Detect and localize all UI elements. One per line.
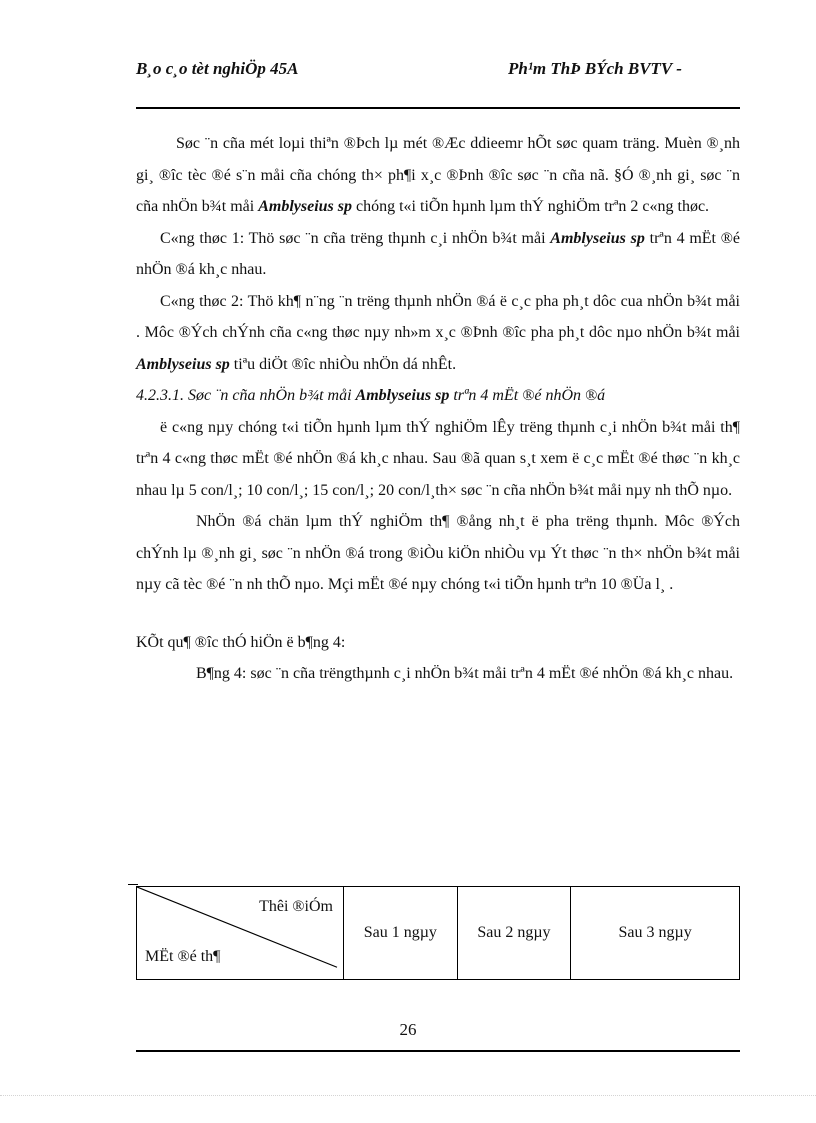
paragraph-5: NhÖn ®á chän lµm thÝ nghiÖm th¶ ®ång nh¸t ë pha trëng thµnh. Môc ®Ých chÝnh lµ ®¸nh gi¸ søc ¨n nhÖn ®á trong ®iÒu kiÖn nhiÒu vµ Ýt thøc ¨n th× nhÖn b¾t måi nµy cã tèc ®é ¨n nh thÕ nµo. Mçi mËt ®é nµy chóng t«i tiÕn hµnh trªn 10 ®Üa l¸ . [136,513,740,593]
page-edge-dotted-line [0,1095,816,1096]
header-right-author: Ph¹m ThÞ BÝch BVTV - [508,59,682,78]
species-name: Amblyseius sp [355,387,450,404]
species-name: Amblyseius sp [258,198,352,215]
paragraph-2: C«ng thøc 1: Thö søc ¨n cña trëng thµnh c¸i nhÖn b¾t måi Amblyseius sp trªn 4 mËt ®é nhÖn ®á kh¸c nhau. [136,229,741,278]
corner-label-density: MËt ®é th¶ [145,948,221,965]
body-text [136,128,740,690]
paragraph-4: ë c«ng nµy chóng t«i tiÕn hµnh lµm thÝ nghiÖm lÊy trëng thµnh c¸i nhÖn b¾t måi th¶ trªn 4 c«ng thøc mËt ®é nhÖn ®á kh¸c nhau. Sau ®ã quan s¸t xem ë c¸c mËt ®é thøc ¨n kh¸c nhau lµ 5 con/l¸; 10 con/l¸; 15 con/l¸; 20 con/l¸th× søc ¨n cña nhÖn b¾t måi nµy nh thÕ nµo. [136,418,740,499]
page-number: 26 [399,1020,417,1039]
species-name: Amblyseius sp [136,355,230,373]
paragraph-3: C«ng thøc 2: Thö kh¶ n¨ng ¨n trëng thµnh nhÖn ®á ë c¸c pha ph¸t dôc cua nhÖn b¾t måi . Môc ®Ých chÝnh cña c«ng thøc nµy nh»m x¸c ®Þnh ®îc pha ph¸t dôc nµo nhÖn b¾t måi Amblyseius sp tiªu diÖt ®îc nhiÒu nhÖn dá nhÊt. [136,292,740,373]
footer-rule [136,1050,740,1052]
paragraph-6: KÕt qu¶ ®îc thÓ hiÖn ë b¶ng 4: [136,633,346,651]
table-header-row [137,887,740,980]
table-col-day3: Sau 3 ngµy [571,887,740,980]
table-col-day1: Sau 1 ngµy [344,887,458,980]
header-left-title: B¸o c¸o tèt nghiÖp 45A [136,59,299,78]
data-table [136,886,740,980]
section-subheading: 4.2.3.1. Søc ¨n cña nhÖn b¾t måi Amblyseius sp trªn 4 mËt ®é nhÖn ®á [136,387,606,404]
table-stub-line [128,884,138,885]
header-rule [136,107,740,109]
species-name: Amblyseius sp [550,229,645,247]
table-caption: B¶ng 4: søc ¨n cña trëngthµnh c¸i nhÖn b¾t måi trªn 4 mËt ®é nhÖn ®á kh¸c nhau. [196,665,734,682]
paragraph-1: Søc ¨n cña mét loµi thiªn ®Þch lµ mét ®Æc ddieemr hÕt søc quam träng. Muèn ®¸nh gi¸ ®îc tèc ®é s¨n måi cña chóng th× ph¶i x¸c ®Þnh ®îc søc ¨n cña nã. §Ó ®¸nh gi¸ søc ¨n cña nhÖn b¾t måi Amblyseius sp chóng t«i tiÕn hµnh lµm thÝ nghiÖm trªn 2 c«ng thøc. [136,135,740,215]
corner-label-time: Thêi ®iÓm [259,898,333,915]
table-corner-cell [137,887,344,980]
table-col-day2: Sau 2 ngµy [457,887,571,980]
